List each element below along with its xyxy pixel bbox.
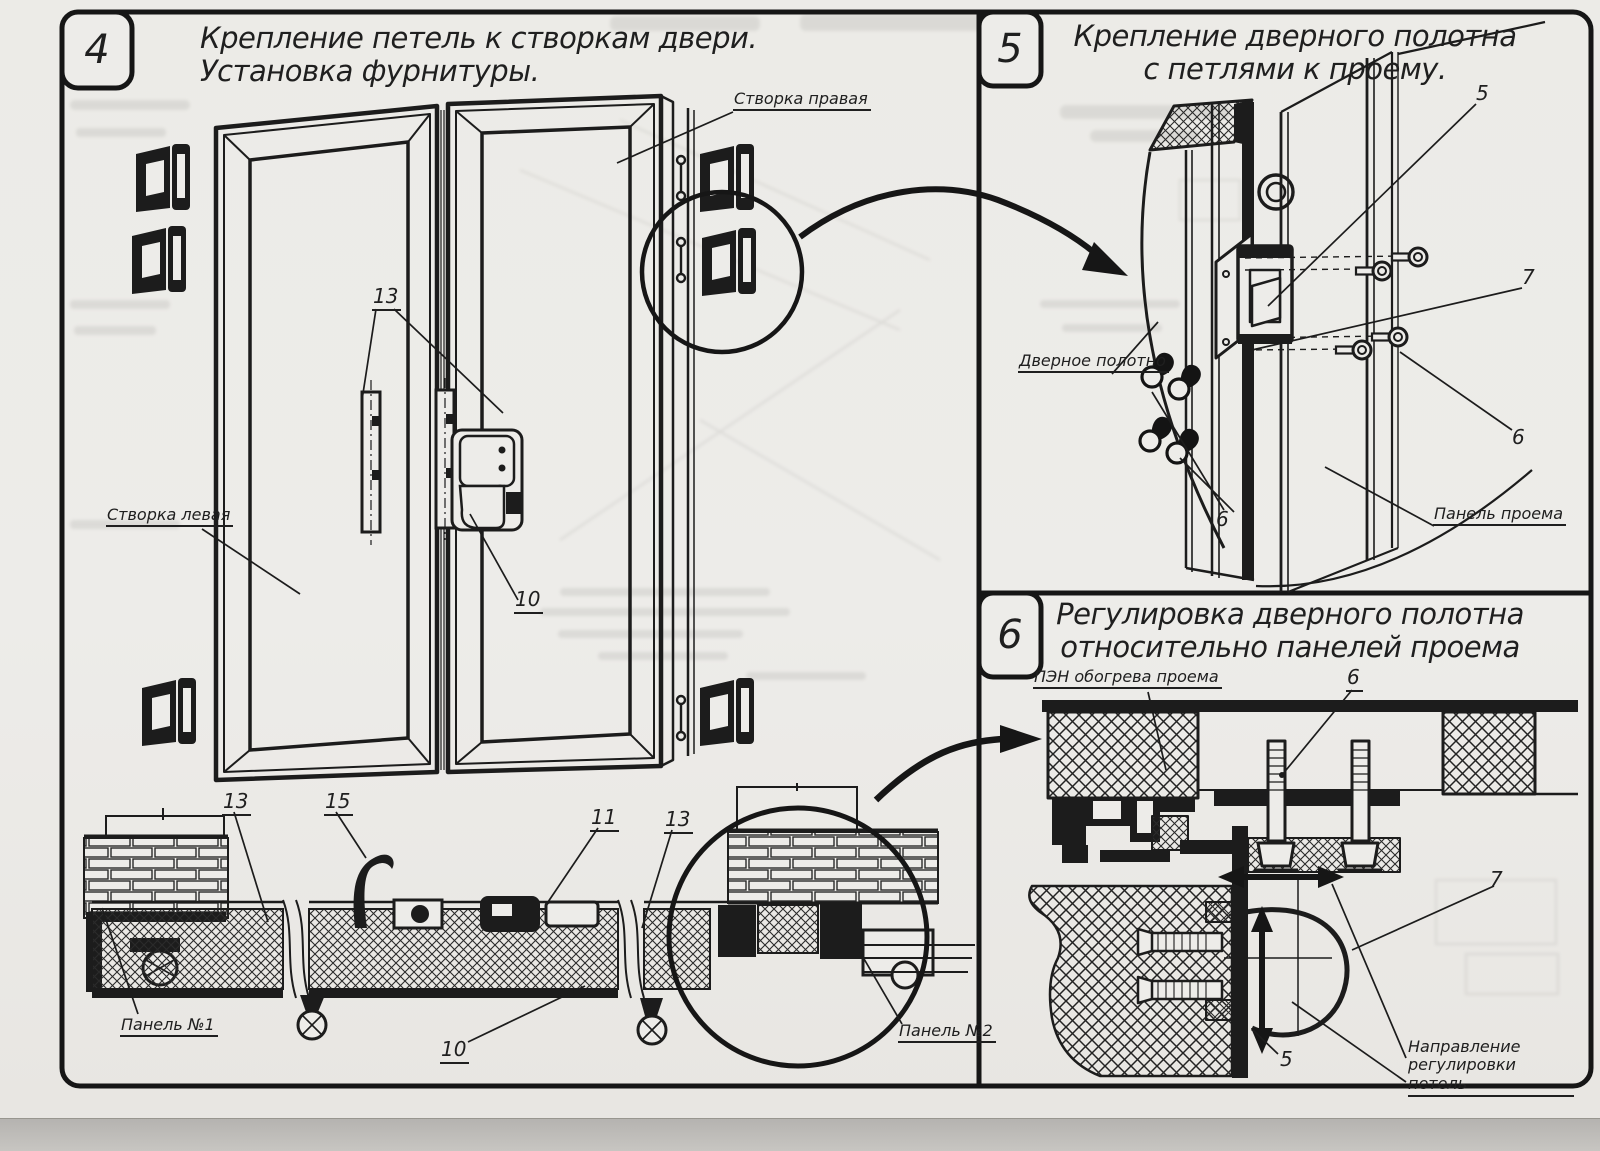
- label-leaf-left: Створка левая: [106, 506, 233, 527]
- callout-5-p6: 5: [1280, 1047, 1293, 1071]
- panel4-title-line1: Крепление петель к створкам двери.: [200, 21, 758, 55]
- panel4-title: [200, 22, 757, 89]
- callout-13-section-left: 13: [222, 790, 251, 816]
- label-panel-no2: Панель №2: [898, 1022, 996, 1043]
- panel5-number: 5: [997, 26, 1023, 72]
- callout-11: 11: [590, 806, 619, 832]
- label-panel-no1: Панель №1: [120, 1016, 218, 1037]
- callout-10-bottom: 10: [440, 1038, 469, 1064]
- panel4-title-line2: Установка фурнитуры.: [200, 54, 540, 89]
- label-adjustment-direction-line2: петель: [1408, 1073, 1468, 1093]
- callout-13-section-mid: 13: [664, 808, 693, 834]
- panel6-number: 6: [997, 612, 1023, 658]
- callout-6-p6: 6: [1346, 666, 1363, 692]
- panel5-title-line1: Крепление дверного полотна: [1073, 19, 1517, 53]
- mounting-plates-and-latch: [362, 378, 522, 545]
- label-door-leaf: Дверное полотно: [1018, 352, 1169, 373]
- door-leaf-left: [216, 106, 437, 780]
- label-opening-panel: Панель проема: [1433, 505, 1566, 526]
- panel6-title-line2: относительно панелей проема: [1060, 630, 1520, 665]
- callout-13-top: 13: [372, 285, 401, 311]
- arrow-to-panel5: [800, 189, 1128, 276]
- callout-6-right-p5: 6: [1512, 425, 1525, 449]
- label-leaf-right: Створка правая: [733, 90, 871, 111]
- arrow-to-panel6: [876, 725, 1042, 800]
- label-adjustment-direction-line1: Направление регулировки: [1408, 1037, 1521, 1075]
- panel5-title: [1060, 20, 1530, 87]
- callout-7-p6: 7: [1490, 867, 1503, 891]
- panel5-title-line2: с петлями к проему.: [1143, 52, 1447, 87]
- panel4-number: 4: [84, 27, 110, 73]
- panel6-title: [1050, 598, 1530, 665]
- callout-7-p5: 7: [1522, 265, 1535, 289]
- panel6-title-line1: Регулировка дверного полотна: [1056, 597, 1524, 631]
- callout-6-left-p5: 6: [1216, 507, 1229, 531]
- label-pen-heater: ПЭН обогрева проема: [1033, 668, 1222, 689]
- callout-10-mid: 10: [514, 588, 543, 614]
- label-adjustment-direction: [1408, 1038, 1574, 1097]
- callout-5-p5: 5: [1476, 81, 1489, 105]
- cross-section: [84, 783, 975, 1044]
- callout-15: 15: [324, 790, 353, 816]
